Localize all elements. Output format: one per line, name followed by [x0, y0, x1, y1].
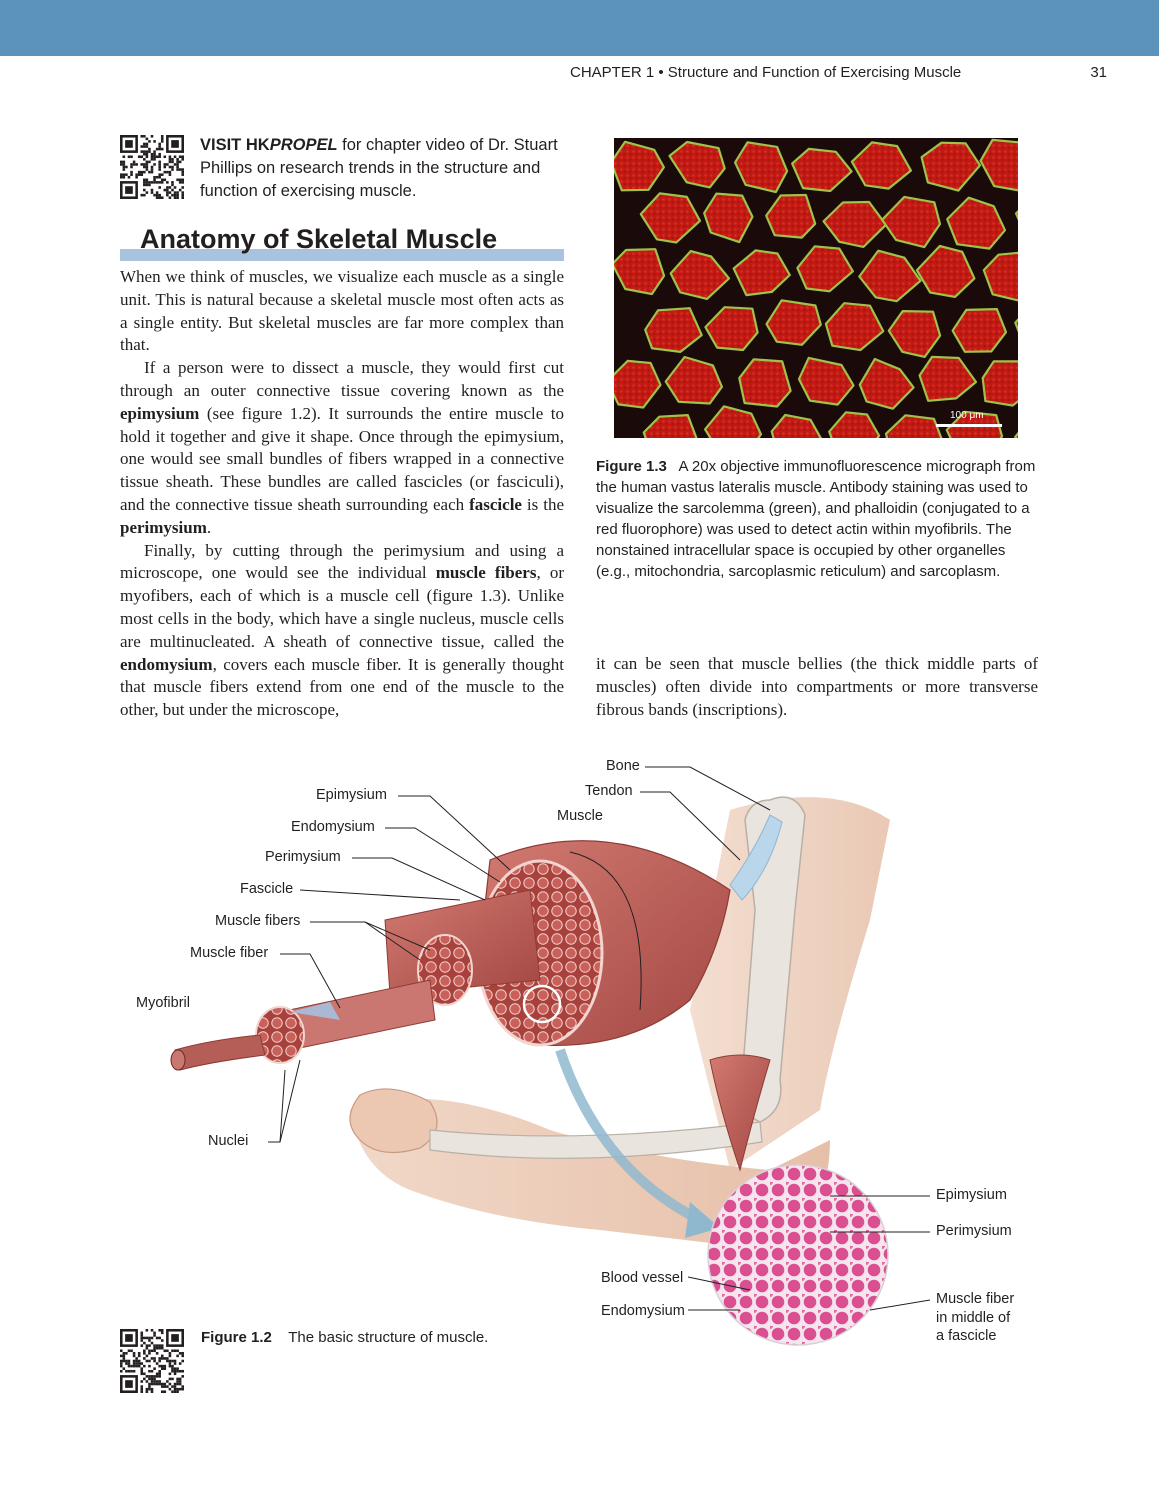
section-title: Anatomy of Skeletal Muscle: [140, 224, 498, 254]
label-muscle-fibers: Muscle fibers: [215, 913, 301, 929]
label-blood-vessel: Blood vessel: [601, 1270, 684, 1286]
label-fascicle: Fascicle: [240, 881, 294, 897]
page-number: 31: [1090, 64, 1107, 81]
top-color-bar: [0, 0, 1159, 56]
visit-hkpropel-note: VISIT HKPROPEL for chapter video of Dr. Stuart Phillips on research trends in the structure and function of exercising muscle.: [200, 136, 558, 200]
label-tendon: Tendon: [585, 783, 633, 799]
paragraph-3: Finally, by cutting through the perimysium and using a microscope, one would see the individual muscle fibers, or myofibers, each of which is a muscle cell (figure 1.3). Unlike most cells in the body, which have a single nucleus, muscle cells are multinucleated. A sheath of connective tissue, called the endomysium, covers each muscle fiber. It is generally thought that muscle fibers extend from one end of the muscle to the other, but under the microscope,: [120, 540, 564, 720]
qr-code-icon: [120, 135, 184, 199]
qr-code-video[interactable]: [120, 135, 184, 199]
scale-bar: [936, 424, 1002, 427]
visit-lead: VISIT HKPROPEL: [200, 136, 338, 154]
label-perimysium-stain: Perimysium: [936, 1223, 1012, 1239]
body-column-right: [596, 653, 1038, 721]
micrograph-image: [614, 138, 1018, 438]
qr-code-figure[interactable]: [120, 1329, 184, 1393]
chapter-heading: CHAPTER 1 • Structure and Function of Exercising Muscle: [570, 64, 962, 81]
label-muscle-fiber-middle: Muscle fiber in middle of a fascicle: [936, 1291, 1015, 1344]
paragraph-1: When we think of muscles, we visualize each muscle as a single unit. This is natural because a skeletal muscle most often acts as a single entity. But skeletal muscles are far more complex than that.: [120, 267, 564, 355]
qr-code-icon: [120, 1329, 184, 1393]
body-column-left: [120, 266, 564, 722]
micrograph-cells: [614, 138, 1018, 438]
figure-1-2-caption: Figure 1.2 The basic structure of muscle.: [201, 1329, 489, 1346]
running-head: [520, 64, 1107, 86]
muscle-illustration: [130, 750, 1070, 1390]
muscle-structure-diagram: [130, 750, 1070, 1390]
figure-1-3-caption: Figure 1.3 A 20x objective immunofluorescence micrograph from the human vastus lateralis muscle. Antibody staining was used to visualize the sarcolemma (green), and phalloidin (conjugated to a red fluorophore) was used to detect actin within myofibrils. The nonstained intracellular space is occupied by other organelles (e.g., mitochondria, sarcoplasmic reticulum) and sarcoplasm.: [596, 458, 1036, 580]
label-endomysium-stain: Endomysium: [601, 1303, 685, 1319]
label-perimysium: Perimysium: [265, 849, 341, 865]
label-muscle: Muscle: [557, 808, 603, 824]
label-nuclei: Nuclei: [208, 1133, 249, 1149]
label-bone: Bone: [606, 758, 640, 774]
label-epimysium: Epimysium: [316, 787, 387, 803]
paragraph-2: If a person were to dissect a muscle, they would first cut through an outer connective tissue covering known as the epimysium (see figure 1.2). It surrounds the entire muscle to hold it together and give it shape. Once through the epimysium, one would see small bundles of fibers wrapped in a connective tissue sheath. These bundles are called fascicles (or fasciculi), and the connective tissue sheath surrounding each fascicle is the perimysium.: [120, 358, 564, 537]
label-muscle-fiber: Muscle fiber: [190, 945, 269, 961]
label-myofibril: Myofibril: [136, 995, 190, 1011]
label-epimysium-stain: Epimysium: [936, 1187, 1007, 1203]
scale-bar-label: 100 μm: [950, 410, 984, 421]
label-endomysium: Endomysium: [291, 819, 375, 835]
paragraph-right-1: it can be seen that muscle bellies (the thick middle parts of muscles) often divide into compartments or more transverse fibrous bands (inscriptions).: [596, 654, 1038, 719]
